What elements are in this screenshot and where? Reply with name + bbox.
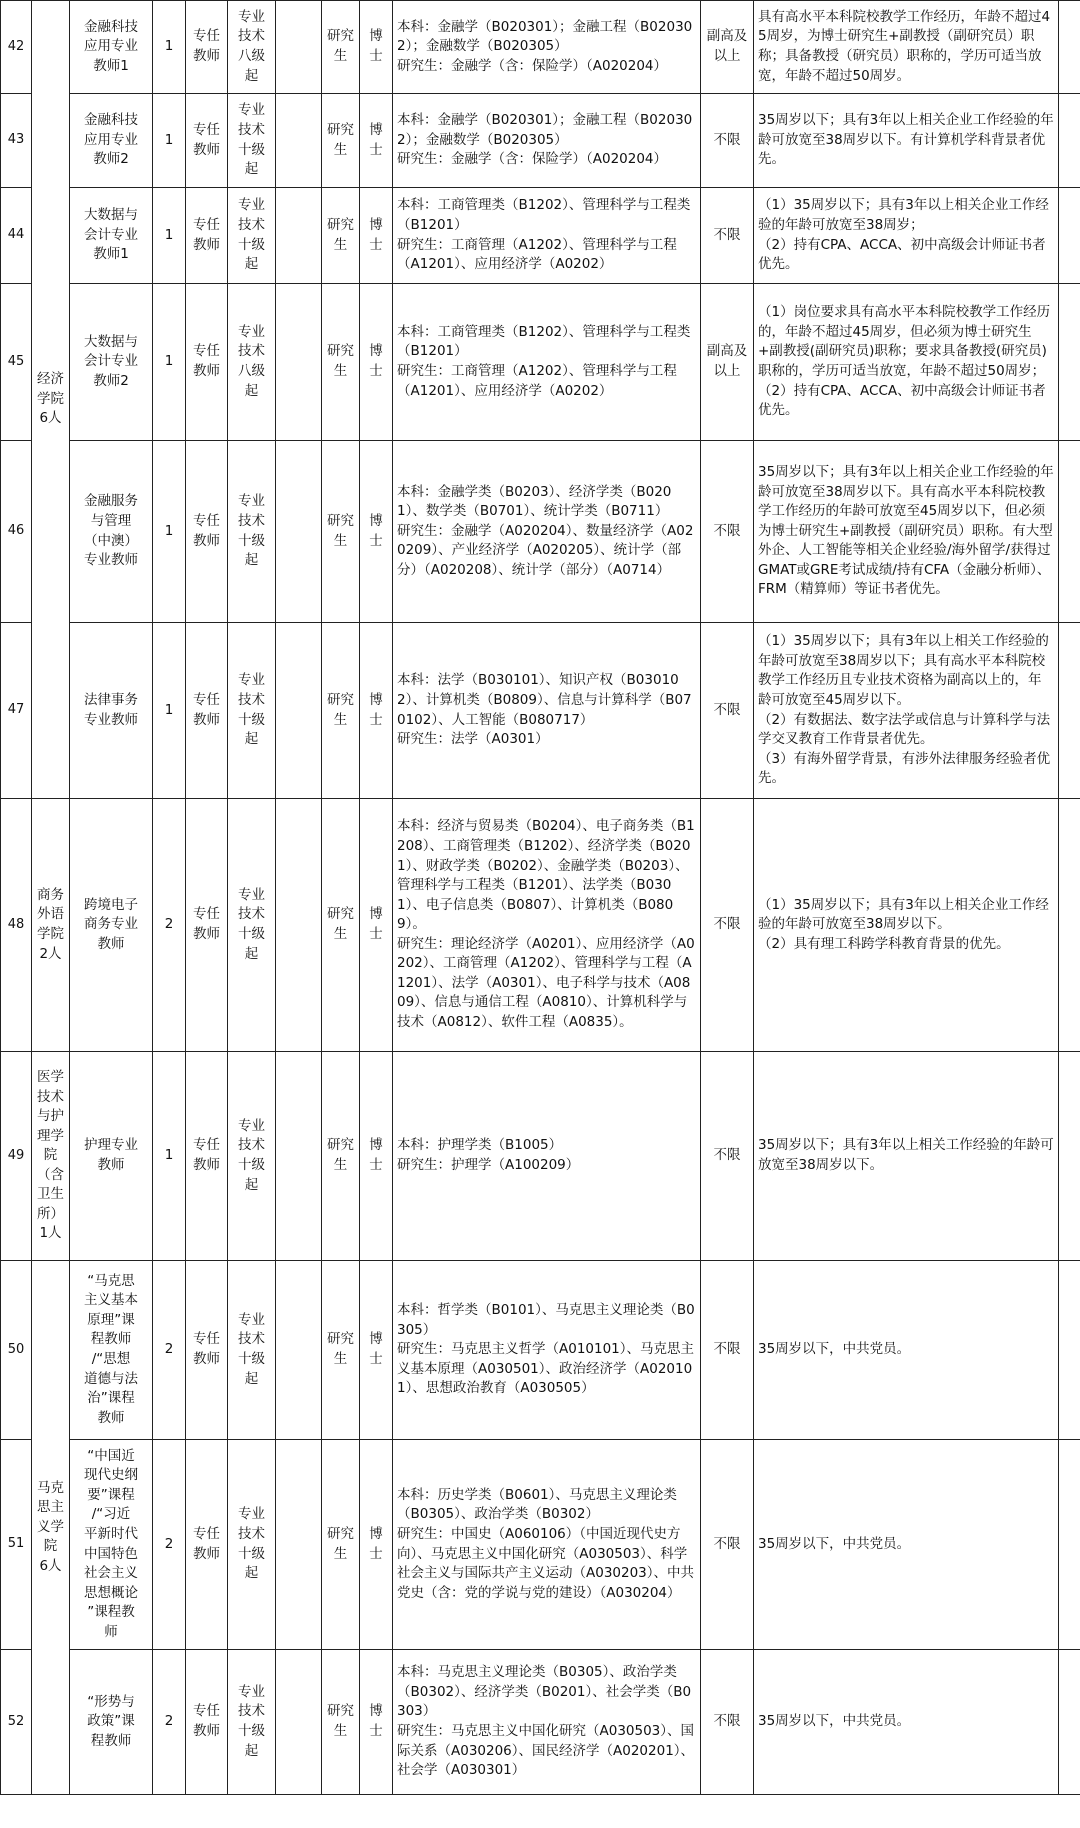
- degree-cell: 博士: [360, 1650, 393, 1795]
- extra-cell: [276, 1, 322, 94]
- hire-count: 1: [153, 94, 186, 188]
- major-cell: 本科：金融学（B020301）；金融工程（B020302）；金融数学（B020305） 研究生：金融学（含：保险学）（A020204）: [393, 1, 701, 94]
- major-cell: 本科：工商管理类（B1202）、管理科学与工程类（B1201） 研究生：工商管理（A1202）、管理科学与工程（A1201）、应用经济学（A0202）: [393, 284, 701, 441]
- requirements-cell: （1）岗位要求具有高水平本科院校教学工作经历的，年龄不超过45周岁，但必须为博士研究生+副教授(副研究员)职称；要求具备教授(研究员)职称的，学历可适当放宽，年龄不超过50周岁； （2）持有CPA、ACCA、初中高级会计师证书者优先。: [754, 284, 1059, 441]
- degree-cell: 博士: [360, 188, 393, 284]
- position-name: “中国近 现代史纲 要”课程 /“习近 平新时代 中国特色 社会主义 思想概论 ”课程教 师: [70, 1440, 153, 1650]
- table-row: [1, 1261, 1080, 1440]
- table-row: [1, 188, 1080, 284]
- hire-count: 1: [153, 1052, 186, 1261]
- post-category: 专任 教师: [186, 799, 228, 1052]
- table-row: [1, 1052, 1080, 1261]
- requirements-cell: （1）35周岁以下；具有3年以上相关企业工作经验的年龄可放宽至38周岁以下。 （2）具有理工科跨学科教育背景的优先。: [754, 799, 1059, 1052]
- department-cell: 经济 学院 6人: [32, 1, 70, 799]
- table-row: [1, 94, 1080, 188]
- row-number: 51: [1, 1440, 32, 1650]
- requirements-cell: （1）35周岁以下；具有3年以上相关企业工作经验的年龄可放宽至38周岁； （2）持有CPA、ACCA、初中高级会计师证书者优先。: [754, 188, 1059, 284]
- requirements-cell: 具有高水平本科院校教学工作经历，年龄不超过45周岁，为博士研究生+副教授（副研究员）职称；具备教授（研究员）职称的，学历可适当放宽，年龄不超过50周岁。: [754, 1, 1059, 94]
- title-cell: 不限: [701, 1440, 754, 1650]
- title-cell: 不限: [701, 799, 754, 1052]
- title-cell: 不限: [701, 441, 754, 623]
- extra-cell: [276, 188, 322, 284]
- hire-count: 2: [153, 1650, 186, 1795]
- major-cell: 本科：金融学类（B0203）、经济学类（B0201）、数学类（B0701）、统计学类（B0711） 研究生：金融学（A020204）、数量经济学（A020209）、产业经济学（A020205）、统计学（部分）（A020208）、统计学（部分）（A0714）: [393, 441, 701, 623]
- major-cell: 本科：马克思主义理论类（B0305）、政治学类（B0302）、经济学类（B0201）、社会学类（B0303） 研究生：马克思主义中国化研究（A030503）、国际关系（A030206）、国民经济学（A020201）、社会学（A030301）: [393, 1650, 701, 1795]
- post-level: 专业 技术 十级 起: [228, 94, 276, 188]
- title-cell: 不限: [701, 1650, 754, 1795]
- position-name: 金融服务 与管理 （中澳） 专业教师: [70, 441, 153, 623]
- major-cell: 本科：护理学类（B1005） 研究生：护理学（A100209）: [393, 1052, 701, 1261]
- title-cell: 副高及 以上: [701, 1, 754, 94]
- table-row: [1, 1440, 1080, 1650]
- degree-cell: 博士: [360, 1440, 393, 1650]
- hire-count: 1: [153, 441, 186, 623]
- position-name: 护理专业 教师: [70, 1052, 153, 1261]
- department-cell: 马克 思主 义学 院 6人: [32, 1261, 70, 1795]
- major-cell: 本科：哲学类（B0101）、马克思主义理论类（B0305） 研究生：马克思主义哲学（A010101）、马克思主义基本原理（A030501）、政治经济学（A020101）、思想政治教育（A030505）: [393, 1261, 701, 1440]
- major-cell: 本科：金融学（B020301）；金融工程（B020302）；金融数学（B020305） 研究生：金融学（含：保险学）（A020204）: [393, 94, 701, 188]
- title-cell: 不限: [701, 623, 754, 799]
- empty-cell: [1059, 1440, 1080, 1650]
- position-name: 大数据与 会计专业 教师2: [70, 284, 153, 441]
- post-level: 专业 技术 十级 起: [228, 441, 276, 623]
- position-name: 跨境电子 商务专业 教师: [70, 799, 153, 1052]
- extra-cell: [276, 1440, 322, 1650]
- empty-cell: [1059, 94, 1080, 188]
- degree-cell: 博士: [360, 284, 393, 441]
- title-cell: 不限: [701, 94, 754, 188]
- row-number: 44: [1, 188, 32, 284]
- post-category: 专任 教师: [186, 284, 228, 441]
- empty-cell: [1059, 1261, 1080, 1440]
- table-row: [1, 1, 1080, 94]
- degree-cell: 博士: [360, 94, 393, 188]
- row-number: 45: [1, 284, 32, 441]
- empty-cell: [1059, 1, 1080, 94]
- hire-count: 1: [153, 1, 186, 94]
- table-row: [1, 623, 1080, 799]
- extra-cell: [276, 94, 322, 188]
- extra-cell: [276, 1261, 322, 1440]
- department-cell: 商务 外语 学院 2人: [32, 799, 70, 1052]
- degree-cell: 博士: [360, 1, 393, 94]
- education-cell: 研究 生: [322, 441, 360, 623]
- hire-count: 2: [153, 1440, 186, 1650]
- education-cell: 研究 生: [322, 1052, 360, 1261]
- post-level: 专业 技术 十级 起: [228, 1650, 276, 1795]
- title-cell: 不限: [701, 1052, 754, 1261]
- row-number: 46: [1, 441, 32, 623]
- hire-count: 2: [153, 799, 186, 1052]
- department-cell: 医学 技术 与护 理学 院 （含 卫生 所） 1人: [32, 1052, 70, 1261]
- post-category: 专任 教师: [186, 441, 228, 623]
- hire-count: 1: [153, 188, 186, 284]
- degree-cell: 博士: [360, 1052, 393, 1261]
- hire-count: 1: [153, 623, 186, 799]
- row-number: 43: [1, 94, 32, 188]
- post-level: 专业 技术 十级 起: [228, 1261, 276, 1440]
- education-cell: 研究 生: [322, 799, 360, 1052]
- empty-cell: [1059, 799, 1080, 1052]
- post-category: 专任 教师: [186, 1650, 228, 1795]
- requirements-cell: 35周岁以下；具有3年以上相关工作经验的年龄可放宽至38周岁以下。: [754, 1052, 1059, 1261]
- empty-cell: [1059, 284, 1080, 441]
- extra-cell: [276, 1052, 322, 1261]
- post-category: 专任 教师: [186, 1440, 228, 1650]
- row-number: 49: [1, 1052, 32, 1261]
- post-category: 专任 教师: [186, 1261, 228, 1440]
- post-level: 专业 技术 十级 起: [228, 188, 276, 284]
- empty-cell: [1059, 441, 1080, 623]
- extra-cell: [276, 441, 322, 623]
- post-level: 专业 技术 十级 起: [228, 799, 276, 1052]
- post-category: 专任 教师: [186, 1052, 228, 1261]
- requirements-cell: 35周岁以下，中共党员。: [754, 1261, 1059, 1440]
- table-row: [1, 799, 1080, 1052]
- post-level: 专业 技术 十级 起: [228, 623, 276, 799]
- education-cell: 研究 生: [322, 623, 360, 799]
- requirements-cell: 35周岁以下；具有3年以上相关企业工作经验的年龄可放宽至38周岁以下。有计算机学科背景者优先。: [754, 94, 1059, 188]
- row-number: 42: [1, 1, 32, 94]
- title-cell: 不限: [701, 1261, 754, 1440]
- table-row: [1, 441, 1080, 623]
- extra-cell: [276, 284, 322, 441]
- major-cell: 本科：工商管理类（B1202）、管理科学与工程类（B1201） 研究生：工商管理（A1202）、管理科学与工程（A1201）、应用经济学（A0202）: [393, 188, 701, 284]
- post-category: 专任 教师: [186, 1, 228, 94]
- position-name: 法律事务 专业教师: [70, 623, 153, 799]
- degree-cell: 博士: [360, 799, 393, 1052]
- empty-cell: [1059, 1650, 1080, 1795]
- major-cell: 本科：历史学类（B0601）、马克思主义理论类（B0305）、政治学类（B0302） 研究生：中国史（A060106）（中国近现代史方向）、马克思主义中国化研究（A030503）、科学社会主义与国际共产主义运动（A030203）、中共党史（含：党的学说与党的建设）（A030204）: [393, 1440, 701, 1650]
- hire-count: 1: [153, 284, 186, 441]
- education-cell: 研究 生: [322, 94, 360, 188]
- major-cell: 本科：经济与贸易类（B0204）、电子商务类（B1208）、工商管理类（B1202）、经济学类（B0201）、财政学类（B0202）、金融学类（B0203）、管理科学与工程类（B1201）、法学类（B0301）、电子信息类（B0807）、计算机类（B0809）。 研究生：理论经济学（A0201）、应用经济学（A0202）、工商管理（A1202）、管理科学与工程（A1201）、法学（A0301）、电子科学与技术（A0809）、信息与通信工程（A0810）、计算机科学与技术（A0812）、软件工程（A0835）。: [393, 799, 701, 1052]
- post-level: 专业 技术 十级 起: [228, 1052, 276, 1261]
- row-number: 52: [1, 1650, 32, 1795]
- position-name: “马克思 主义基本 原理”课 程教师 /“思想 道德与法 治”课程 教师: [70, 1261, 153, 1440]
- requirements-cell: 35周岁以下，中共党员。: [754, 1650, 1059, 1795]
- requirements-cell: （1）35周岁以下；具有3年以上相关工作经验的年龄可放宽至38周岁以下；具有高水平本科院校教学工作经历且专业技术资格为副高以上的，年龄可放宽至45周岁以下。 （2）有数据法、数字法学或信息与计算科学与法学交叉教育工作背景者优先。 （3）有海外留学背景，有涉外法律服务经验者优先。: [754, 623, 1059, 799]
- table-row: [1, 1650, 1080, 1795]
- empty-cell: [1059, 188, 1080, 284]
- table-row: [1, 284, 1080, 441]
- title-cell: 不限: [701, 188, 754, 284]
- position-name: 金融科技 应用专业 教师2: [70, 94, 153, 188]
- empty-cell: [1059, 1052, 1080, 1261]
- requirements-cell: 35周岁以下；具有3年以上相关企业工作经验的年龄可放宽至38周岁以下。具有高水平本科院校教学工作经历的年龄可放宽至45周岁以下，但必须为博士研究生+副教授（副研究员）职称。有大型外企、人工智能等相关企业经验/海外留学/获得过GMAT或GRE考试成绩/持有CFA（金融分析师）、FRM（精算师）等证书者优先。: [754, 441, 1059, 623]
- post-level: 专业 技术 八级 起: [228, 284, 276, 441]
- major-cell: 本科：法学（B030101）、知识产权（B030102）、计算机类（B0809）、信息与计算科学（B070102）、人工智能（B080717） 研究生：法学（A0301）: [393, 623, 701, 799]
- post-category: 专任 教师: [186, 94, 228, 188]
- degree-cell: 博士: [360, 623, 393, 799]
- degree-cell: 博士: [360, 1261, 393, 1440]
- row-number: 47: [1, 623, 32, 799]
- title-cell: 副高及 以上: [701, 284, 754, 441]
- post-level: 专业 技术 八级 起: [228, 1, 276, 94]
- position-name: “形势与 政策”课 程教师: [70, 1650, 153, 1795]
- post-level: 专业 技术 十级 起: [228, 1440, 276, 1650]
- education-cell: 研究 生: [322, 1261, 360, 1440]
- post-category: 专任 教师: [186, 623, 228, 799]
- post-category: 专任 教师: [186, 188, 228, 284]
- requirements-cell: 35周岁以下，中共党员。: [754, 1440, 1059, 1650]
- education-cell: 研究 生: [322, 1650, 360, 1795]
- extra-cell: [276, 799, 322, 1052]
- position-name: 金融科技 应用专业 教师1: [70, 1, 153, 94]
- degree-cell: 博士: [360, 441, 393, 623]
- education-cell: 研究 生: [322, 1440, 360, 1650]
- education-cell: 研究 生: [322, 284, 360, 441]
- row-number: 48: [1, 799, 32, 1052]
- empty-cell: [1059, 623, 1080, 799]
- row-number: 50: [1, 1261, 32, 1440]
- education-cell: 研究 生: [322, 188, 360, 284]
- extra-cell: [276, 623, 322, 799]
- extra-cell: [276, 1650, 322, 1795]
- education-cell: 研究 生: [322, 1, 360, 94]
- position-name: 大数据与 会计专业 教师1: [70, 188, 153, 284]
- hire-count: 2: [153, 1261, 186, 1440]
